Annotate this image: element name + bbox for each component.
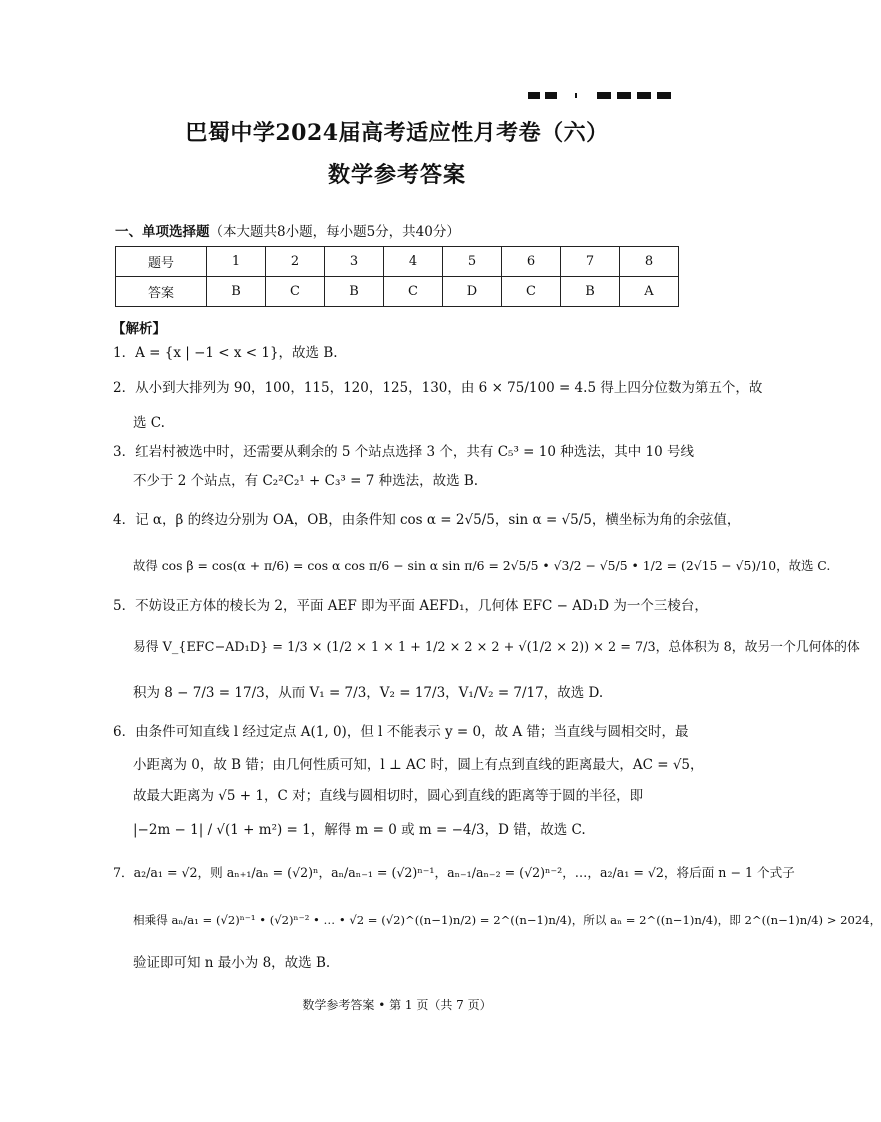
question-number-cell: 2 xyxy=(266,247,325,277)
solution-4-line-2: 故得 cos β = cos(α + π/6) = cos α cos π/6 − sin α sin π/6 = 2√5/5 • √3/2 − √5/5 • 1/2 = (2√15 − √5)/10，故选 C. xyxy=(133,558,831,573)
answer-cell: B xyxy=(325,277,384,307)
solution-6-line-4: |−2m − 1| / √(1 + m²) = 1，解得 m = 0 或 m = −4/3，D 错，故选 C. xyxy=(133,822,586,838)
solution-2-line-2: 选 C. xyxy=(133,415,165,431)
question-number-cell: 5 xyxy=(443,247,502,277)
solution-2-line-1: 2．从小到大排列为 90，100，115，120，125，130，由 6 × 75/100 = 4.5 得上四分位数为第五个，故 xyxy=(113,380,763,396)
table-header-cell: 题号 xyxy=(116,247,207,277)
answer-cell: D xyxy=(443,277,502,307)
solution-7-line-2: 相乘得 aₙ/a₁ = (√2)ⁿ⁻¹ • (√2)ⁿ⁻² • … • √2 = (√2)^((n−1)n/2) = 2^((n−1)n/4)，所以 aₙ = 2^((n−1)n/4)，即 2^((n−1)n/4) > 2024， xyxy=(133,913,881,927)
solution-1: 1．A = {x | −1 < x < 1}，故选 B. xyxy=(113,345,338,361)
solution-5-line-1: 5．不妨设正方体的棱长为 2，平面 AEF 即为平面 AEFD₁，几何体 EFC − AD₁D 为一个三棱台， xyxy=(113,598,708,614)
solution-3-line-1: 3．红岩村被选中时，还需要从剩余的 5 个站点选择 3 个，共有 C₅³ = 10 种选法，其中 10 号线 xyxy=(113,444,694,460)
solution-6-line-2: 小距离为 0，故 B 错；由几何性质可知，l ⊥ AC 时，圆上有点到直线的距离最大，AC = √5， xyxy=(133,757,704,773)
answer-cell: C xyxy=(384,277,443,307)
answer-cell: A xyxy=(620,277,679,307)
answer-table xyxy=(115,246,679,307)
answer-cell: B xyxy=(207,277,266,307)
solution-5-line-3: 积为 8 − 7/3 = 17/3，从而 V₁ = 7/3，V₂ = 17/3，V₁/V₂ = 7/17，故选 D. xyxy=(133,685,604,701)
solution-6-line-3: 故最大距离为 √5 + 1，C 对；直线与圆相切时，圆心到直线的距离等于圆的半径，即 xyxy=(133,788,644,804)
answer-cell: C xyxy=(266,277,325,307)
analysis-label: 【解析】 xyxy=(112,321,166,337)
question-number-cell: 7 xyxy=(561,247,620,277)
document-title: 巴蜀中学2024届高考适应性月考卷（六） xyxy=(185,120,609,146)
answer-table-row-answers xyxy=(116,277,679,307)
question-number-cell: 8 xyxy=(620,247,679,277)
question-number-cell: 3 xyxy=(325,247,384,277)
section-heading-note: （本大题共8小题，每小题5分，共40分） xyxy=(209,224,460,240)
section-heading-label: 一、单项选择题 xyxy=(115,224,210,240)
solution-7-line-1: 7．a₂/a₁ = √2，则 aₙ₊₁/aₙ = (√2)ⁿ，aₙ/aₙ₋₁ = (√2)ⁿ⁻¹，aₙ₋₁/aₙ₋₂ = (√2)ⁿ⁻²，…，a₂/a₁ = √2，将后面 n − 1 个式子 xyxy=(113,865,795,880)
answer-table-row-numbers xyxy=(116,247,679,277)
page-footer: 数学参考答案 • 第 1 页（共 7 页） xyxy=(302,998,492,1012)
solution-7-line-3: 验证即可知 n 最小为 8，故选 B. xyxy=(133,955,331,971)
answer-cell: C xyxy=(502,277,561,307)
question-number-cell: 4 xyxy=(384,247,443,277)
solution-6-line-1: 6．由条件可知直线 l 经过定点 A(1, 0)，但 l 不能表示 y = 0，故 A 错；当直线与圆相交时，最 xyxy=(113,724,689,740)
question-number-cell: 6 xyxy=(502,247,561,277)
section-heading-single-choice xyxy=(115,220,460,240)
document-subtitle: 数学参考答案 xyxy=(327,162,466,188)
question-number-cell: 1 xyxy=(207,247,266,277)
solution-5-line-2: 易得 V_{EFC−AD₁D} = 1/3 × (1/2 × 1 × 1 + 1/2 × 2 × 2 + √(1/2 × 2)) × 2 = 7/3，总体积为 8，故另一个几何体的体 xyxy=(133,640,860,655)
solution-4-line-1: 4．记 α，β 的终边分别为 OA，OB，由条件知 cos α = 2√5/5，sin α = √5/5，横坐标为角的余弦值， xyxy=(113,512,741,528)
solution-3-line-2: 不少于 2 个站点，有 C₂²C₂¹ + C₃³ = 7 种选法，故选 B. xyxy=(133,473,479,489)
table-header-cell: 答案 xyxy=(116,277,207,307)
answer-cell: B xyxy=(561,277,620,307)
